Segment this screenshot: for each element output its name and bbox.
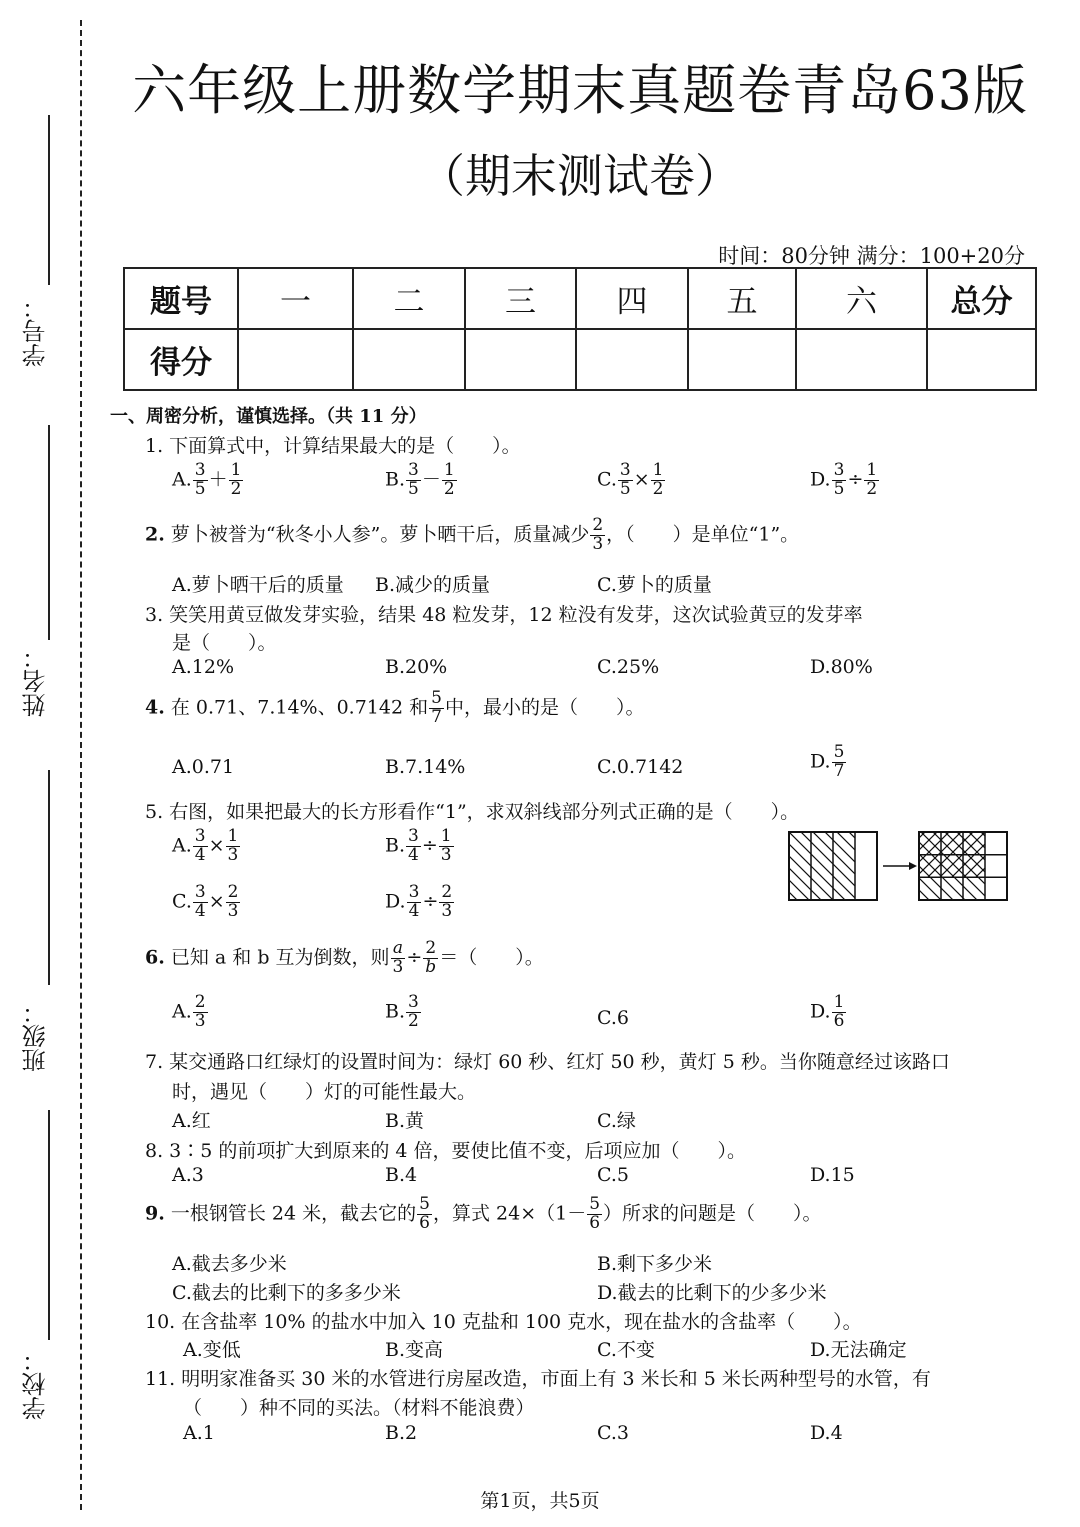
q8-option-a: A.3 bbox=[172, 1164, 204, 1186]
score-header-cell: 六 bbox=[796, 268, 927, 329]
q11-option-c: C.3 bbox=[597, 1422, 629, 1444]
score-input-cell[interactable] bbox=[927, 329, 1036, 390]
q7-option-b: B.黄 bbox=[385, 1110, 425, 1132]
q5-option-a: A. $\frac{3}{4}$ × $\frac{1}{3}$ bbox=[172, 826, 239, 865]
q1-option-b: B. $\frac{3}{5}$ － $\frac{1}{2}$ bbox=[385, 460, 455, 499]
q8-option-b: B.4 bbox=[385, 1164, 418, 1186]
q11-option-d: D.4 bbox=[810, 1422, 843, 1444]
binding-dashed-line bbox=[80, 20, 82, 1510]
q9-option-c: C.截去的比剩下的多多少米 bbox=[172, 1282, 401, 1304]
class-label: 班级： bbox=[22, 1000, 50, 1072]
q6-option-d: D. $\frac{1}{6}$ bbox=[810, 992, 845, 1031]
name-label: 姓名： bbox=[22, 645, 50, 717]
q3-option-b: B.20% bbox=[385, 656, 448, 678]
q4-option-a: A.0.71 bbox=[172, 756, 235, 778]
question-9: 9. 一根钢管长 24 米，截去它的 $\frac{5}{6}$ ，算式 24×（1－ $\frac{5}{6}$ ）所求的问题是（ ）。 bbox=[145, 1194, 822, 1233]
class-line bbox=[48, 770, 50, 985]
q9-option-a: A.截去多少米 bbox=[172, 1253, 287, 1275]
score-header-cell: 三 bbox=[465, 268, 576, 329]
section-heading: 一、周密分析，谨慎选择。（共 11 分） bbox=[110, 406, 427, 427]
q1-option-a: A. $\frac{3}{5}$ ＋ $\frac{1}{2}$ bbox=[172, 460, 242, 499]
question-4: 4. 在 0.71、7.14%、0.7142 和 $\frac{5}{7}$ 中，最小的是（ ）。 bbox=[145, 688, 645, 727]
q5-option-d: D. $\frac{3}{4}$ ÷ $\frac{2}{3}$ bbox=[385, 882, 453, 921]
question-10: 10. 在含盐率 10% 的盐水中加入 10 克盐和 100 克水，现在盐水的含盐率（ ）。 bbox=[145, 1311, 862, 1333]
q4-option-d: D. $\frac{5}{7}$ bbox=[810, 742, 845, 781]
score-header-cell: 四 bbox=[576, 268, 688, 329]
q3-option-d: D.80% bbox=[810, 656, 873, 678]
q4-option-c: C.0.7142 bbox=[597, 756, 684, 778]
score-row-label: 得分 bbox=[124, 329, 238, 390]
q7-option-c: C.绿 bbox=[597, 1110, 636, 1132]
q10-option-c: C.不变 bbox=[597, 1339, 655, 1361]
question-2: 2. 萝卜被誉为“秋冬小人参”。萝卜晒干后，质量减少 $\frac{2}{3}$ ，（ ）是单位“1”。 bbox=[145, 515, 800, 554]
arrow-icon bbox=[883, 862, 917, 870]
q7-option-a: A.红 bbox=[172, 1110, 211, 1132]
q10-option-b: B.变高 bbox=[385, 1339, 444, 1361]
question-5: 5. 右图，如果把最大的长方形看作“1”，求双斜线部分列式正确的是（ ）。 bbox=[145, 801, 800, 823]
score-header-cell: 五 bbox=[688, 268, 796, 329]
q8-option-d: D.15 bbox=[810, 1164, 855, 1186]
q3-option-c: C.25% bbox=[597, 656, 660, 678]
q1-option-c: C. $\frac{3}{5}$ × $\frac{1}{2}$ bbox=[597, 460, 664, 499]
q9-option-d: D.截去的比剩下的少多少米 bbox=[597, 1282, 827, 1304]
whole-rectangle-right bbox=[919, 832, 1007, 900]
question-1: 1. 下面算式中，计算结果最大的是（ ）。 bbox=[145, 435, 521, 457]
question-11-line2: （ ）种不同的买法。（材料不能浪费） bbox=[183, 1397, 535, 1419]
question-11-line1: 11. 明明家准备买 30 米的水管进行房屋改造，市面上有 3 米长和 5 米长两种型号的水管，有 bbox=[145, 1368, 931, 1390]
q8-option-c: C.5 bbox=[597, 1164, 629, 1186]
student-no-label: 学号： bbox=[22, 295, 50, 367]
score-header-cell: 二 bbox=[353, 268, 465, 329]
score-header-cell: 题号 bbox=[124, 268, 238, 329]
student-no-line bbox=[48, 115, 50, 285]
q4-option-b: B.7.14% bbox=[385, 756, 466, 778]
question-7-line1: 7. 某交通路口红绿灯的设置时间为：绿灯 60 秒、红灯 50 秒，黄灯 5 秒。当你随意经过该路口 bbox=[145, 1051, 950, 1073]
question-6: 6. 已知 a 和 b 互为倒数，则 $\frac{a}{3}$ ÷ $\frac{2}{b}$ ＝（ ）。 bbox=[145, 938, 544, 977]
whole-rectangle-left bbox=[789, 832, 877, 900]
page-footer: 第1页，共5页 bbox=[480, 1490, 600, 1512]
score-input-cell[interactable] bbox=[576, 329, 688, 390]
page-subtitle: （期末测试卷） bbox=[419, 149, 741, 203]
q5-rectangle-figure bbox=[785, 828, 1015, 908]
score-input-cell[interactable] bbox=[353, 329, 465, 390]
score-header-cell: 一 bbox=[238, 268, 353, 329]
q5-option-b: B. $\frac{3}{4}$ ÷ $\frac{1}{3}$ bbox=[385, 826, 452, 865]
question-3-line1: 3. 笑笑用黄豆做发芽实验，结果 48 粒发芽，12 粒没有发芽，这次试验黄豆的发芽率 bbox=[145, 604, 863, 626]
score-input-cell[interactable] bbox=[238, 329, 353, 390]
q2-option-c: C.萝卜的质量 bbox=[597, 574, 712, 596]
name-line bbox=[48, 425, 50, 640]
time-info: 时间：80分钟 满分：100+20分 bbox=[718, 244, 1025, 268]
score-input-cell[interactable] bbox=[796, 329, 927, 390]
q3-option-a: A.12% bbox=[172, 656, 234, 678]
question-8: 8. 3∶5 的前项扩大到原来的 4 倍，要使比值不变，后项应加（ ）。 bbox=[145, 1140, 747, 1162]
q11-option-b: B.2 bbox=[385, 1422, 418, 1444]
q5-option-c: C. $\frac{3}{4}$ × $\frac{2}{3}$ bbox=[172, 882, 239, 921]
q1-option-d: D. $\frac{3}{5}$ ÷ $\frac{1}{2}$ bbox=[810, 460, 878, 499]
score-input-cell[interactable] bbox=[465, 329, 576, 390]
school-line bbox=[48, 1110, 50, 1340]
q6-option-c: C.6 bbox=[597, 1007, 629, 1029]
question-7-line2: 时，遇见（ ）灯的可能性最大。 bbox=[172, 1081, 477, 1103]
q9-option-b: B.剩下多少米 bbox=[597, 1253, 713, 1275]
school-label: 学校： bbox=[22, 1348, 50, 1420]
q10-option-d: D.无法确定 bbox=[810, 1339, 907, 1361]
q6-option-b: B. $\frac{3}{2}$ bbox=[385, 992, 419, 1031]
score-table bbox=[123, 267, 1037, 391]
score-header-cell: 总分 bbox=[927, 268, 1036, 329]
q11-option-a: A.1 bbox=[183, 1422, 215, 1444]
q10-option-a: A.变低 bbox=[183, 1339, 241, 1361]
q6-option-a: A. $\frac{2}{3}$ bbox=[172, 992, 206, 1031]
question-3-line2: 是（ ）。 bbox=[172, 632, 277, 654]
page-title: 六年级上册数学期末真题卷青岛63版 bbox=[132, 59, 1028, 122]
q2-option-a: A.萝卜晒干后的质量 bbox=[172, 574, 344, 596]
score-input-cell[interactable] bbox=[688, 329, 796, 390]
q2-option-b: B.减少的质量 bbox=[375, 574, 491, 596]
